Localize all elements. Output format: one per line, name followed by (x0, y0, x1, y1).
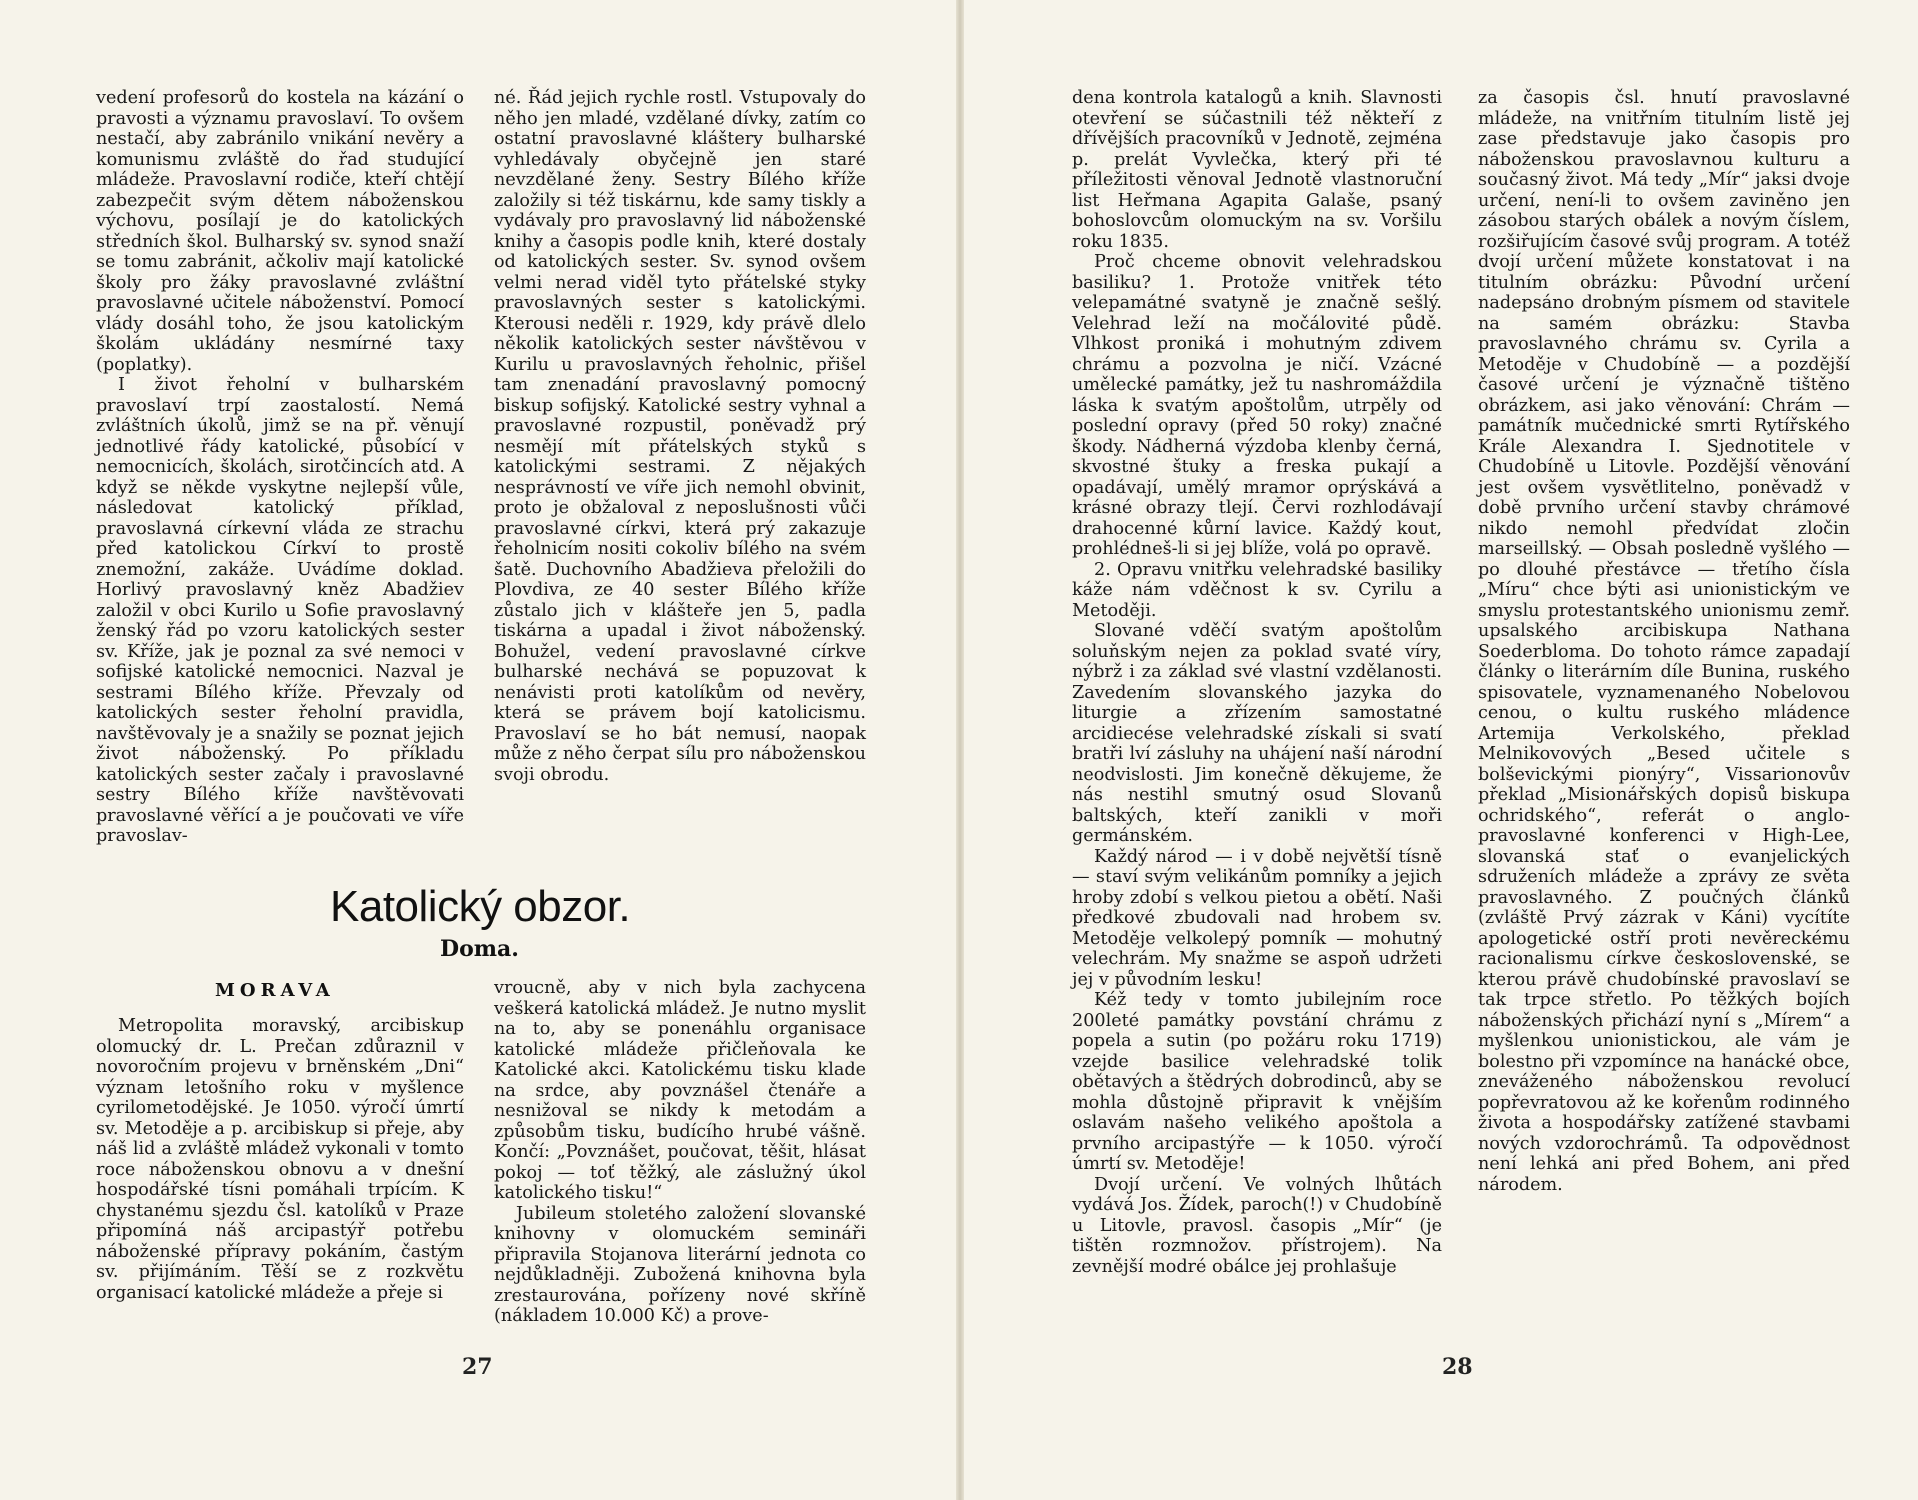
left-col2-top (494, 88, 866, 785)
subheading: Doma. (440, 936, 519, 962)
page-number: 28 (1442, 1354, 1473, 1380)
paragraph: Slované vděčí svatým apoštolům soluňským nejen za poklad svaté víry, nýbrž i za základ své vlastní vzdělanosti. Zavedením slovanského jazyka do liturgie a zřízením samostatné arcidiecése velehradské získali si svatí bratři lví zásluhy na uhájení naší národní neodvislosti. Jim konečně děkujeme, že nás nestihl smutný osud Slovanů baltských, kteří zanikli v moři germánském. (1072, 621, 1442, 846)
gutter (956, 0, 964, 1500)
paragraph: Proč chceme obnovit velehradskou basiliku? 1. Protože vnitřek této velepamátné svatyně je značně sešlý. Velehrad leží na močálovité půdě. Vlhkost proniká i mohutným zdivem chrámu a pozvolna je ničí. Vzácné umělecké památky, jež tu nashromáždila láska k svatým apoštolům, utrpěly od poslední opravy (před 50 roky) značné škody. Nádherná výzdoba klenby černá, skvostné štuky a freska pukají a opadávají, umělý mramor oprýskává a krásné obrazy tlejí. Červi rozhlodávají drahocenné kůrní lavice. Každý kout, prohlédneš-li si jej blíže, volá po opravě. (1072, 252, 1442, 559)
left-col1-bottom (96, 1016, 464, 1303)
paragraph: dena kontrola katalogů a knih. Slavnosti otevření se súčastnili též někteří z dřívějších pracovníků v Jednotě, zejména p. prelát Vyvlečka, který při té příležitosti věnoval Jednotě vlastnoruční list Heřmana Agapita Galaše, psaný bohoslovcům olomuckým na sv. Voršilu roku 1835. (1072, 88, 1442, 252)
paragraph: Kéž tedy v tomto jubilejním roce 200leté památky povstání chrámu z popela a sutin (po požáru roku 1719) vzejde basilice velehradské tolik obětavých a štědrých dobrodinců, aby se mohla důstojně připravit k vnějším oslavám našeho velikého apoštola a prvního arcipastýře — k 1050. výročí úmrtí sv. Metoděje! (1072, 990, 1442, 1174)
page-number: 27 (462, 1354, 493, 1380)
paragraph: vedení profesorů do kostela na kázání o pravosti a významu pravoslaví. To ovšem nestačí, aby zabránilo vnikání nevěry a komunismu zvláště do řad studující mládeže. Pravoslavní rodiče, kteří chtějí zabezpečit svým dětem náboženskou výchovu, posílají je do katolických středních škol. Bulharský sv. synod snaží se tomu zabránit, ačkoliv mají katolické školy pro žáky pravoslavné zvláštní pravoslavné učitele náboženství. Pomocí vlády dosáhl toho, že jsou katolickým školám ukládány nesmírné taxy (poplatky). (96, 88, 464, 375)
paragraph: vroucně, aby v nich byla zachycena veškerá katolická mládež. Je nutno myslit na to, aby se ponenáhlu organisace katolické mládeže přičleňovala ke Katolické akci. Katolickému tisku klade na srdce, aby povznášel čtenáře a nesnižoval se nikdy k metodám a způsobům tisku, budícího hrubé vášně. Končí: „Povznášet, poučovat, těšit, hlásat pokoj — toť těžký, ale záslužný úkol katolického tisku!“ (494, 978, 866, 1203)
right-page (964, 0, 1918, 1500)
paragraph: I život řeholní v bulharském pravoslaví trpí zaostalostí. Nemá zvláštních úkolů, jimž se na př. věnují jednotlivé řády katolické, působící v nemocnicích, školách, sirotčincích atd. A když se někde vyskytne nejlepší vůle, následovat katolický příklad, pravoslavná církevní vláda ze strachu před katolickou Církví to prostě znemožní, zakáže. Uvádíme doklad. Horlivý pravoslavný kněz Abadžiev založil v obci Kurilo u Sofie pravoslavný ženský řád po vzoru katolických sester sv. Kříže, jak je poznal za své nemoci v sofijské katolické nemocnici. Nazval je sestrami Bílého kříže. Převzaly od katolických sester řeholní pravidla, navštěvovaly je a snažily se poznat jejich život náboženský. Po příkladu katolických sester začaly i pravoslavné sestry Bílého kříže navštěvovati pravoslavné věřící a je poučovati ve víře pravoslav- (96, 375, 464, 846)
right-col2 (1478, 88, 1850, 1195)
paragraph: 2. Opravu vnitřku velehradské basiliky káže nám vděčnost k sv. Cyrilu a Metoději. (1072, 559, 1442, 621)
paragraph: Metropolita moravský, arcibiskup olomucký dr. L. Prečan zdůraznil v novoročním projevu v brněnském „Dni“ význam letošního roku v myšlence cyrilometodějské. Je 1050. výročí úmrtí sv. Metoděje a p. arcibiskup si přeje, aby náš lid a zvláště mládež vykonali v tomto roce náboženskou obnovu a v dnešní hospodářské tísni pomáhali trpícím. K chystanému sjezdu čsl. katolíků v Praze připomíná náš arcipastýř potřebu náboženské přípravy pokáním, častým sv. přijímáním. Těší se z rozkvětu organisací katolické mládeže a přeje si (96, 1016, 464, 1303)
paragraph: Jubileum stoletého založení slovanské knihovny v olomuckém semináři připravila Stojanova literární jednota co nejdůkladněji. Zubožená knihovna byla zrestaurována, pořízeny nové skříně (nákladem 10.000 Kč) a prove- (494, 1203, 866, 1326)
paragraph: za časopis čsl. hnutí pravoslavné mládeže, na vnitřním titulním listě jej zase představuje jako časopis pro náboženskou pravoslavnou kulturu a současný život. Má tedy „Mír“ jaksi dvoje určení, není-li to ovšem zaviněno jen zásobou starých obálek a novým číslem, rozšiřujícím časové svůj program. A totéž dvojí určení můžete konstatovat i na titulním obrázku: Původní určení nadepsáno drobným písmem od stavitele na samém obrázku: Stavba pravoslavného chrámu sv. Cyrila a Metoděje v Chudobíně — a pozdější časové určení je význačně tištěno obrázkem, asi jako věnování: Chrám — památník mučednické smrti Rytířského Krále Alexandra I. Sjednotitele v Chudobíně u Litovle. Pozdější věnování jest ovšem vysvětlitelno, poněvadž v době prvního určení stavby chrámové nikdo nemohl předvídat zločin marseillský. — Obsah posledně vyšlého — po dlouhé přestávce — třetího čísla „Míru“ chce býti asi unionistickým ve smyslu protestantského unionismu zemř. upsalského arcibiskupa Nathana Soederbloma. Do tohoto rámce zapadají články o literárním díle Bunina, ruského spisovatele, vyznamenaného Nobelovou cenou, o kultu ruského mládence Artemija Verkolského, překlad Melnikovových „Besed učitele s bolševickými pionýry“, Vissarionovův překlad „Misionářských dopisů biskupa ochridského“, referát o anglo-pravoslavné konferenci v High-Lee, slovanská stať o evanjelických sdruženích mládeže a zprávy ze světa pravoslavného. Z poučných článků (zvláště Prvý zázrak v Káni) vycítíte apologetické ostří proti nevěreckému racionalismu církve československé, se kterou právě chudobínské pravoslaví se tak trpce střetlo. Po těžkých bojích náboženských přichází nyní s „Mírem“ a myšlenkou unionistickou, ale vám je bolestno při vzpomínce na hanácké obce, zneváženého náboženskou revolucí popřevratovou až ke kořenům rodinného života a hospodářsky zatížené stavbami nových vzdorochrámů. Ta odpovědnost není lehká ani před Bohem, ani před národem. (1478, 88, 1850, 1195)
right-col1 (1072, 88, 1442, 1277)
paragraph: né. Řád jejich rychle rostl. Vstupovaly do něho jen mladé, vzdělané dívky, zatím co ostatní pravoslavné kláštery bulharské vyhledávaly obyčejně jen staré nevzdělané ženy. Sestry Bílého kříže založily si též tiskárnu, kde samy tiskly a vydávaly pro pravoslavný lid náboženské knihy a časopis podle knih, které dostaly od katolických sester. Sv. synod ovšem velmi nerad viděl tyto přátelské styky pravoslavných sester s katolickými. Kterousi neděli r. 1929, kdy právě dlelo několik katolických sester návštěvou v Kurilu u pravoslavných řeholnic, přišel tam znenadání pravoslavný pomocný biskup sofijský. Katolické sestry vyhnal a pravoslavné rozpustil, poněvadž prý nesmějí mít přátelských styků s katolickými sestrami. Z nějakých nesprávností ve víře jich nemohl obvinit, proto je obžaloval z neposlušnosti vůči pravoslavné církvi, která prý zakazuje řeholnicím nositi cokoliv bílého na svém šatě. Duchovního Abadžieva přeložili do Plovdiva, ze 40 sester Bílého kříže zůstalo jich v klášteře jen 5, padla tiskárna a upadal i život náboženský. Bohužel, vedení pravoslavné církve bulharské nechává se popuzovat k nenávisti proti katolíkům od nevěry, která se právem bojí katolicismu. Pravoslaví se ho bát nemusí, naopak může z něho čerpat sílu pro náboženskou svoji obrodu. (494, 88, 866, 785)
region-heading: MORAVA (215, 980, 335, 1001)
paragraph: Dvojí určení. Ve volných lhůtách vydává Jos. Žídek, paroch(!) v Chudobíně u Litovle, pravosl. časopis „Mír“ (je tištěn rozmnožov. přístrojem). Na zevnější modré obálce jej prohlašuje (1072, 1174, 1442, 1277)
left-page (0, 0, 956, 1500)
paragraph: Každý národ — i v době největší tísně — staví svým velikánům pomníky a jejich hroby zdobí s velkou pietou a obětí. Naši předkové zbudovali nad hrobem sv. Metoděje velkolepý pomník — mohutný velechrám. My snažme se aspoň udržeti jej v původním lesku! (1072, 846, 1442, 990)
left-col1-top (96, 88, 464, 847)
left-col2-bottom (494, 978, 866, 1327)
section-heading: Katolický obzor. (330, 882, 631, 931)
